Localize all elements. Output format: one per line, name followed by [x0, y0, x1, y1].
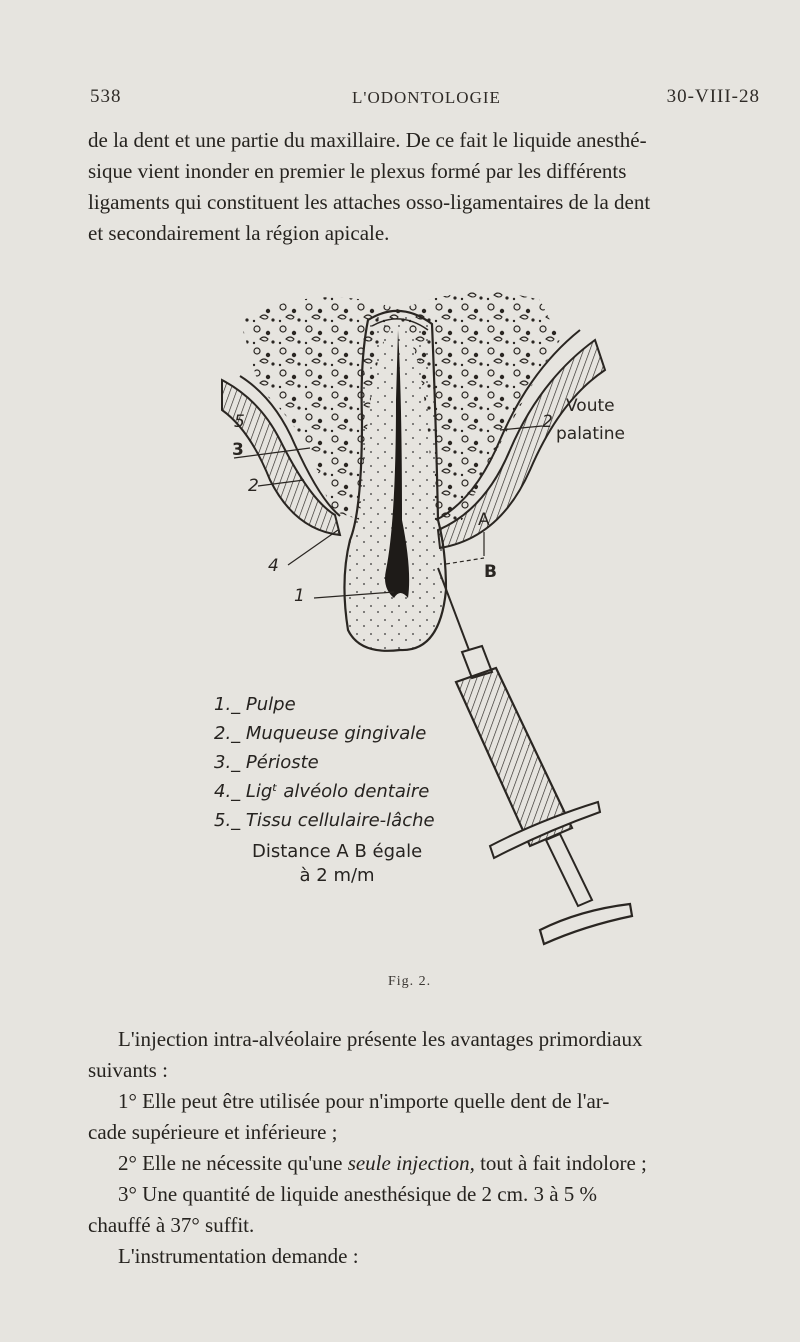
label-palatine: palatine	[556, 424, 625, 444]
label-3: 3	[232, 440, 244, 460]
text-line: cade supérieure et inférieure ;	[88, 1120, 338, 1144]
distance-line: à 2 m/m	[299, 865, 375, 886]
text-line: ligaments qui constituent les attaches osso-ligamentaires de la dent	[88, 190, 651, 214]
distance-line: Distance A B égale	[252, 841, 423, 862]
text-line: chauffé à 37° suffit.	[88, 1213, 255, 1237]
text-line: et secondairement la région apicale.	[88, 221, 390, 245]
legend-item: 1._ Pulpe	[214, 694, 296, 715]
text-span: 2° Elle ne nécessite qu'une	[118, 1151, 348, 1175]
text-line: suivants :	[88, 1058, 168, 1082]
legend-item: 2._ Muqueuse gingivale	[214, 723, 427, 744]
label-2-right: 2	[542, 412, 553, 432]
running-header	[90, 86, 760, 116]
label-1: 1	[294, 586, 305, 606]
legend-item: 3._ Périoste	[214, 752, 319, 773]
issue-date: 30-VIII-28	[666, 86, 760, 107]
text-line: 3° Une quantité de liquide anesthésique de 2 cm. 3 à 5 %	[118, 1182, 598, 1206]
journal-title: L'ODONTOLOGIE	[352, 88, 501, 107]
label-4: 4	[268, 556, 279, 576]
label-B: B	[484, 562, 497, 582]
legend-item: 5._ Tissu cellulaire-lâche	[214, 810, 435, 831]
figure-caption: Fig. 2.	[388, 974, 432, 989]
syringe	[456, 646, 632, 944]
emphasis: seule injection,	[347, 1151, 475, 1175]
distance-note	[252, 840, 422, 888]
text-line: L'instrumentation demande :	[118, 1244, 359, 1268]
label-A: A	[478, 510, 490, 530]
text-line: sique vient inonder en premier le plexus formé par les différents	[88, 159, 627, 183]
page-number: 538	[90, 86, 122, 107]
top-paragraph	[88, 125, 764, 249]
label-2-left: 2	[248, 476, 259, 496]
text-line: L'injection intra-alvéolaire présente les avantages primordiaux	[118, 1027, 643, 1051]
text-line: de la dent et une partie du maxillaire. De ce fait le liquide anesthé-	[88, 128, 647, 152]
label-voute: Voute	[566, 396, 615, 416]
label-5: 5	[234, 412, 245, 432]
bottom-text	[88, 1024, 764, 1272]
figure-legend	[214, 690, 435, 835]
text-line: 1° Elle peut être utilisée pour n'importe quelle dent de l'ar-	[118, 1089, 610, 1113]
list-item-2	[88, 1148, 764, 1179]
legend-item: 4._ Ligᵗ alvéolo dentaire	[214, 781, 430, 802]
text-span: tout à fait indolore ;	[474, 1151, 647, 1175]
